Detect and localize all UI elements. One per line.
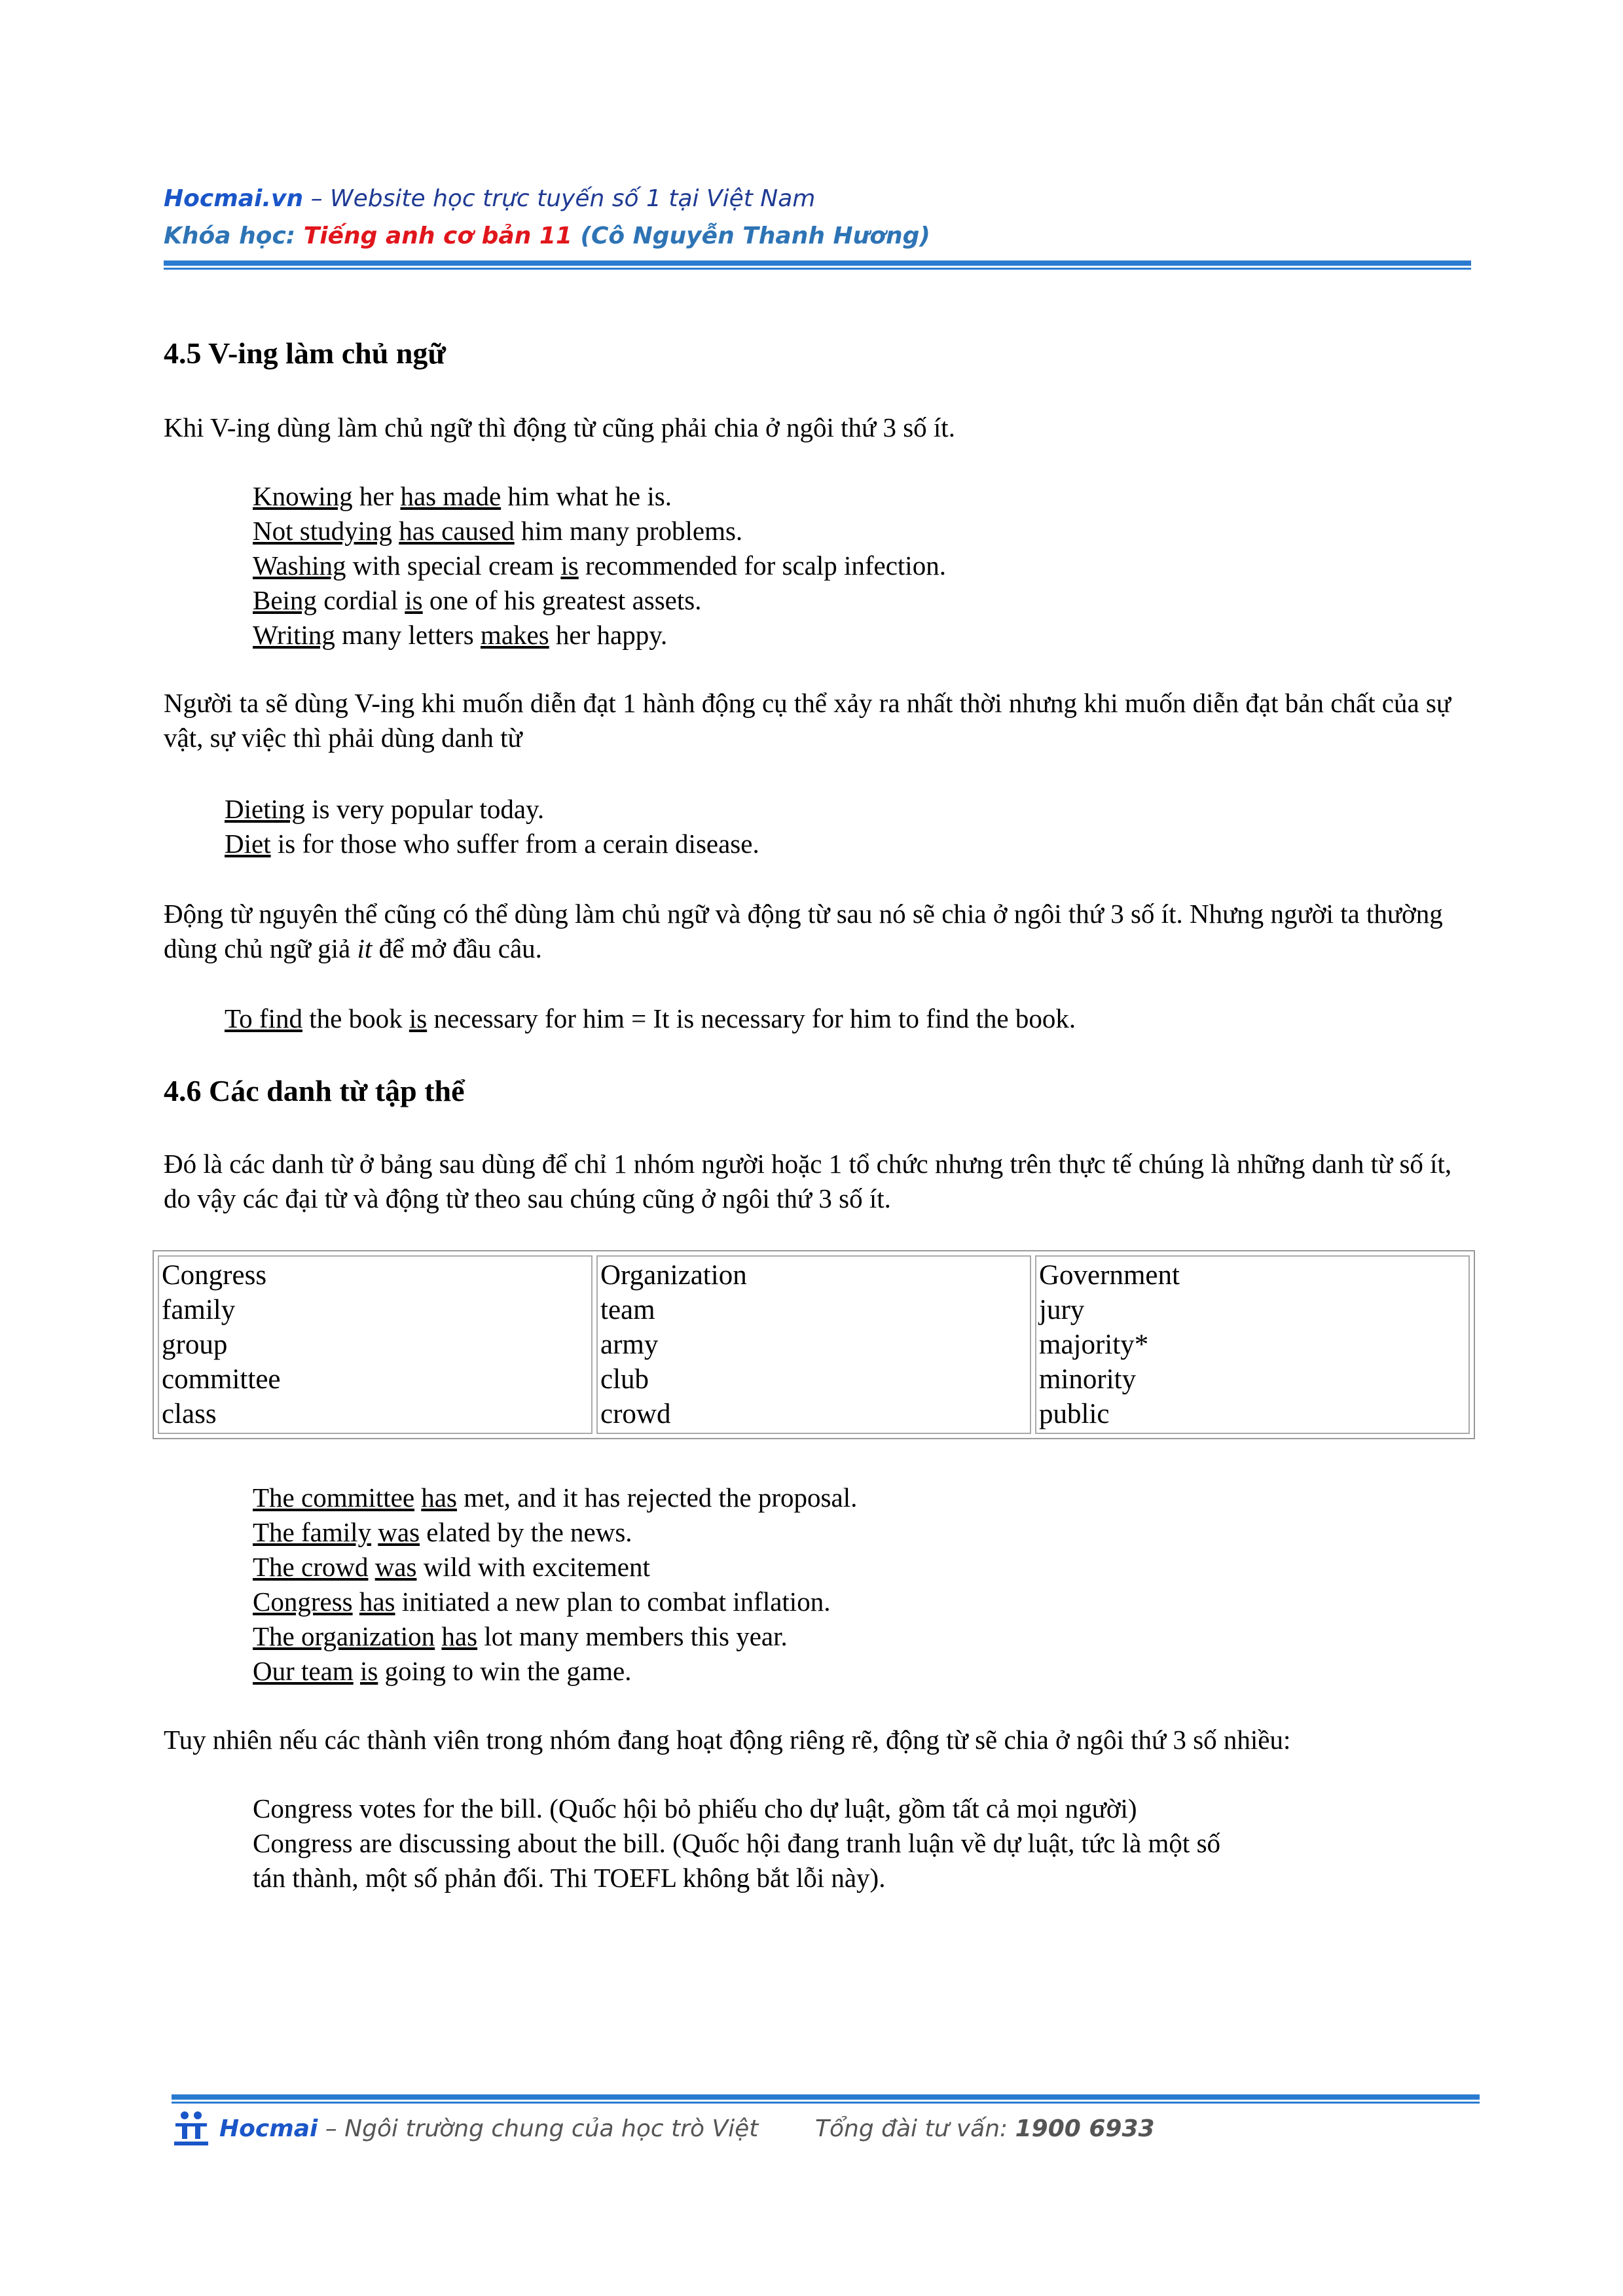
example-line: Our team is going to win the game.	[253, 1656, 632, 1686]
table-cell: Government jury majority* minority public	[1035, 1255, 1470, 1434]
example-line: Dieting is very popular today.	[225, 794, 545, 824]
noun-examples	[225, 792, 759, 861]
example-line: Congress are discussing about the bill. (Quốc hội đang tranh luận về dự luật, tức là một số	[253, 1828, 1221, 1858]
footer-hotline: Tổng đài tư vấn: 1900 6933	[815, 2115, 1155, 2142]
footer-slogan: Hocmai – Ngôi trường chung của học trò Việt	[219, 2115, 759, 2142]
ving-examples	[253, 479, 946, 653]
example-line: Writing many letters makes her happy.	[253, 620, 668, 650]
section-4-6-intro: Đó là các danh từ ở bảng sau dùng để chỉ 1 nhóm người hoặc 1 tổ chức nhưng trên thực tế chúng là những danh từ số ít, do vậy các đại từ và động từ theo sau chúng cũng ở ngôi thứ 3 số ít.	[164, 1149, 1452, 1213]
course-prefix: Khóa học:	[164, 223, 304, 249]
collective-nouns-table	[153, 1250, 1475, 1439]
section-4-5-para2: Người ta sẽ dùng V-ing khi muốn diễn đạt 1 hành động cụ thể xảy ra nhất thời nhưng khi muốn diễn đạt bản chất của sự vật, sự việc thì phải dùng danh từ	[164, 688, 1451, 753]
collective-examples	[253, 1480, 857, 1689]
example-line: Knowing her has made him what he is.	[253, 481, 672, 511]
header-divider-thin	[164, 268, 1471, 270]
example-line: The committee has met, and it has rejected the proposal.	[253, 1482, 858, 1513]
course-teacher: (Cô Nguyễn Thanh Hương)	[572, 223, 930, 249]
section-4-6-para2: Tuy nhiên nếu các thành viên trong nhóm đang hoạt động riêng rẽ, động từ sẽ chia ở ngôi thứ 3 số nhiều:	[164, 1725, 1291, 1755]
footer-brand[interactable]: Hocmai	[219, 2115, 318, 2142]
site-brand[interactable]: Hocmai.vn	[164, 185, 304, 212]
section-4-5-para3: Động từ nguyên thể cũng có thể dùng làm chủ ngữ và động từ sau nó sẽ chia ở ngôi thứ 3 số ít. Nhưng người ta thường dùng chủ ngữ giả it để mở đầu câu.	[164, 899, 1443, 963]
example-line: The organization has lot many members this year.	[253, 1621, 788, 1651]
section-4-6-title: 4.6 Các danh từ tập thể	[164, 1074, 465, 1107]
hotline-number[interactable]: 1900 6933	[1015, 2115, 1155, 2142]
example-line: Being cordial is one of his greatest assets.	[253, 585, 702, 615]
infinitive-example	[225, 1001, 1076, 1036]
example-line: Diet is for those who suffer from a cerain disease.	[225, 829, 759, 859]
example-line: The family was elated by the news.	[253, 1517, 632, 1547]
section-4-5-intro: Khi V-ing dùng làm chủ ngữ thì động từ cũng phải chia ở ngôi thứ 3 số ít.	[164, 412, 955, 442]
example-line: Washing with special cream is recommended for scalp infection.	[253, 550, 946, 581]
section-4-5-title: 4.5 V-ing làm chủ ngữ	[164, 336, 447, 370]
example-line: The crowd was wild with excitement	[253, 1552, 650, 1582]
header-divider	[164, 260, 1471, 266]
table-cell: Congress family group committee class	[158, 1255, 593, 1434]
example-line: tán thành, một số phản đối. Thi TOEFL không bắt lỗi này).	[253, 1863, 886, 1893]
site-tagline: – Website học trực tuyến số 1 tại Việt Nam	[303, 185, 816, 212]
course-name: Tiếng anh cơ bản 11	[303, 223, 572, 249]
table-cell: Organization team army club crowd	[596, 1255, 1031, 1434]
example-line: Not studying has caused him many problems.	[253, 516, 743, 546]
hocmai-logo-icon	[172, 2109, 211, 2148]
example-line: Congress has initiated a new plan to combat inflation.	[253, 1587, 831, 1617]
footer-divider-thin	[172, 2102, 1480, 2104]
example-line: Congress votes for the bill. (Quốc hội bỏ phiếu cho dự luật, gồm tất cả mọi người)	[253, 1793, 1137, 1823]
table-row	[158, 1255, 1470, 1434]
plural-examples	[253, 1791, 1220, 1895]
header-line-1	[164, 185, 815, 212]
example-line: To find the book is necessary for him = It is necessary for him to find the book.	[225, 1003, 1076, 1033]
header-line-2	[164, 223, 930, 249]
footer-divider	[172, 2094, 1480, 2100]
